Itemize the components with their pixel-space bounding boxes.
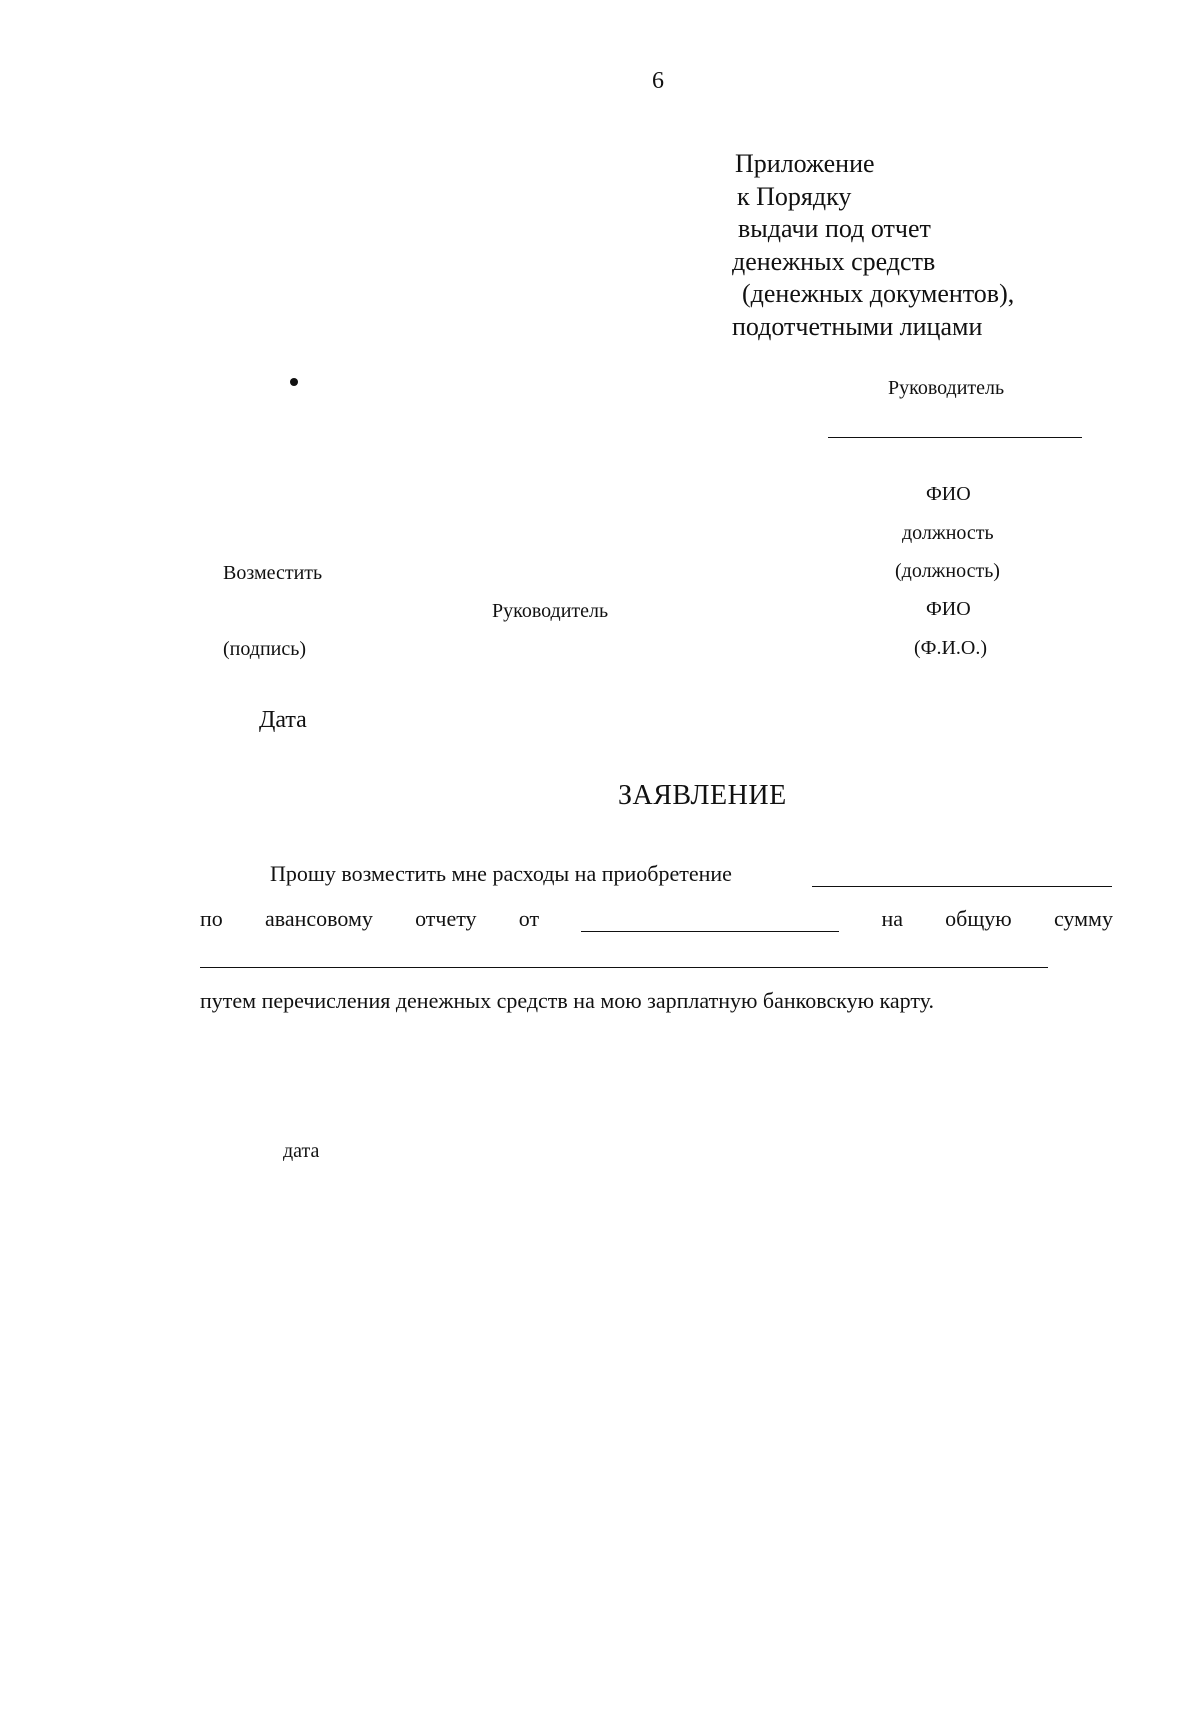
appendix-line: подотчетными лицами (732, 311, 983, 341)
statement-line-1: Прошу возместить мне расходы на приобретение (270, 861, 732, 886)
footer-date-label: дата (283, 1140, 320, 1162)
word: на (881, 906, 903, 931)
document-title: ЗАЯВЛЕНИЕ (618, 780, 787, 811)
bullet-mark (290, 378, 298, 386)
fio-label: ФИО (926, 483, 971, 505)
reimburse-label: Возместить (223, 562, 323, 584)
statement-line-3: путем перечисления денежных средств на мою зарплатную банковскую карту. (200, 988, 935, 1013)
page-number: 6 (652, 68, 664, 94)
head-label-left: Руководитель (492, 600, 609, 622)
statement-line-2 (200, 906, 1113, 932)
report-date-fill-line (581, 907, 839, 932)
appendix-header (732, 148, 1015, 343)
head-label-right: Руководитель (888, 377, 1005, 399)
signature-caption: (подпись) (223, 638, 307, 660)
appendix-line: выдачи под отчет (738, 214, 931, 243)
position-caption: (должность) (895, 560, 1000, 582)
amount-fill-line (200, 967, 1048, 968)
word: от (518, 906, 540, 931)
word: общую (945, 906, 1012, 931)
word: по (200, 906, 223, 931)
position-label: должность (902, 522, 994, 544)
word: отчету (415, 906, 477, 931)
appendix-line: Приложение (735, 149, 875, 178)
appendix-line: денежных средств (732, 246, 936, 276)
purchase-fill-line (812, 886, 1112, 887)
appendix-line: к Порядку (737, 181, 852, 211)
signature-line (828, 437, 1082, 438)
date-label: Дата (259, 707, 307, 733)
fio-caption: (Ф.И.О.) (914, 637, 988, 659)
fio-label-2: ФИО (926, 598, 971, 620)
word: сумму (1053, 906, 1113, 931)
appendix-line: (денежных документов), (742, 279, 1015, 308)
word: авансовому (264, 906, 373, 931)
